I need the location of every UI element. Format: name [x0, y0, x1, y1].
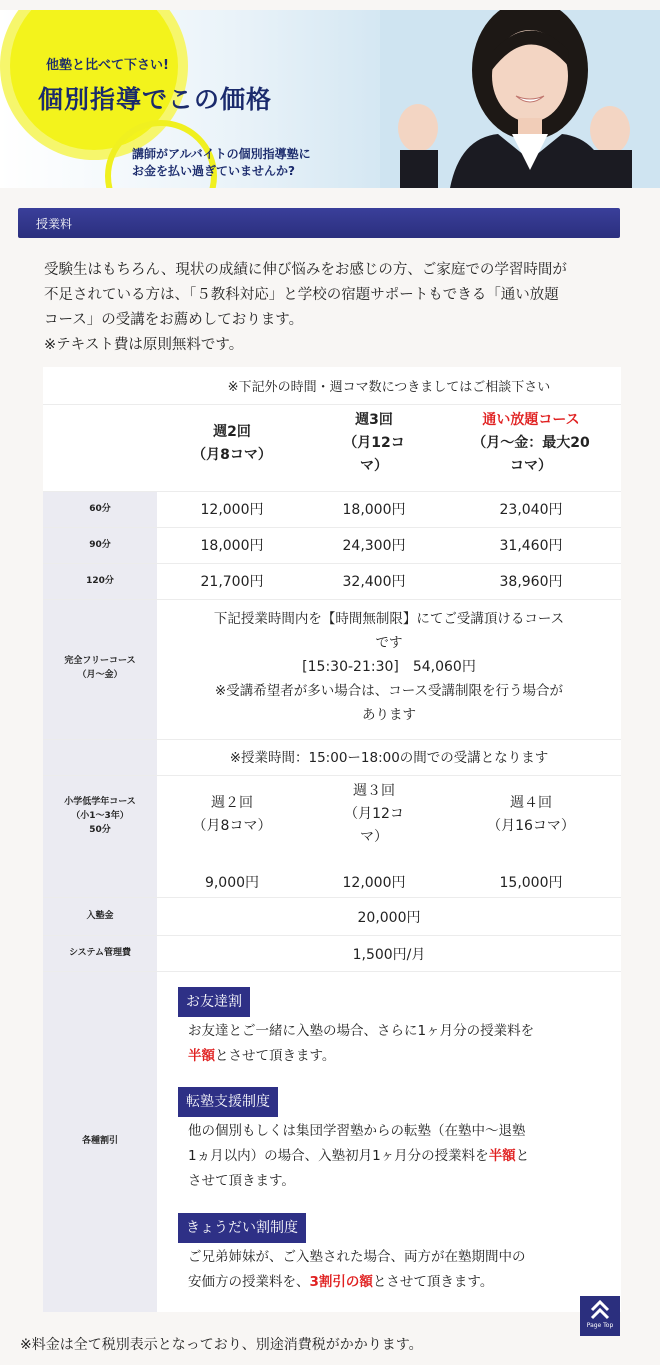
price-cell: 23,040円: [499, 502, 563, 518]
column-header-line: マ）: [360, 458, 388, 474]
intro-line: コース」の受講をお薦めしております。: [44, 312, 304, 328]
row-divider: [43, 739, 621, 740]
row-label-free-course: [43, 654, 157, 682]
price-cell: 38,960円: [499, 574, 563, 590]
hero-tagline: 他塾と比べて下さい!: [46, 58, 169, 73]
free-course-line: です: [375, 635, 403, 651]
column-header-2x: [157, 421, 307, 467]
intro-line: 不足されている方は、「５教科対応」と学校の宿題サポートもできる「通い放題: [44, 287, 559, 303]
discount-line-rest: とさせて頂きます。: [372, 1274, 494, 1290]
row-label-elementary-course: [43, 795, 157, 837]
column-header-line: 週４回: [510, 795, 552, 811]
column-header-3x: [307, 409, 441, 478]
column-header-line: （月12コ: [343, 435, 405, 451]
discount-highlight: 半額: [188, 1048, 215, 1064]
label-line: 完全フリーコース: [64, 656, 136, 666]
column-header-line: （月16コマ）: [487, 818, 575, 834]
discount-title-friend: お友達割: [178, 987, 250, 1017]
free-course-price: [15:30-21:30] 54,060円: [302, 659, 476, 675]
column-header-line: マ）: [360, 829, 388, 845]
row-divider: [43, 935, 621, 936]
discount-line-start: 安価方の授業料を、: [188, 1274, 310, 1290]
column-header-line: 週２回: [211, 795, 253, 811]
section-header-label: 授業料: [36, 217, 73, 231]
elementary-time-note: ※授業時間：15:00ー18:00の間での受講となります: [229, 750, 549, 766]
discount-line-rest: とさせて頂きます。: [215, 1048, 336, 1064]
hero-banner: [0, 10, 660, 188]
intro-paragraph: [44, 258, 624, 358]
row-divider: [43, 599, 621, 600]
discount-line: させて頂きます。: [188, 1173, 295, 1189]
elementary-column-4x: [441, 792, 621, 838]
price-cell: 18,000円: [342, 502, 406, 518]
row-label-system-fee: システム管理費: [68, 948, 132, 958]
hero-subtitle: [132, 146, 311, 180]
price-cell: 32,400円: [342, 574, 406, 590]
label-line: 小学低学年コース: [64, 797, 136, 807]
discount-line: [188, 1270, 618, 1295]
label-line: （小1～3年）: [71, 811, 129, 821]
column-header-line: 通い放題コース: [482, 412, 580, 428]
discount-title-siblings: きょうだい割制度: [178, 1213, 306, 1243]
system-fee-value: 1,500円/月: [352, 947, 426, 963]
elementary-price-cell: 9,000円: [204, 875, 260, 891]
column-header-line: 週３回: [353, 783, 395, 799]
elementary-column-3x: [307, 780, 441, 849]
free-course-line: 下記授業時間内を【時間無制限】にてご受講頂けるコース: [213, 611, 565, 627]
entry-fee-value: 20,000円: [357, 910, 421, 926]
row-label-entry-fee: 入塾金: [86, 911, 114, 921]
free-course-description: [157, 607, 621, 727]
label-line: （月～金）: [77, 670, 123, 680]
discount-highlight: 半額: [488, 1148, 516, 1164]
page-top-button[interactable]: [580, 1296, 620, 1336]
column-header-line: コマ）: [510, 458, 552, 474]
intro-line: ※テキスト費は原則無料です。: [44, 337, 244, 353]
row-divider: [43, 491, 621, 492]
elementary-price-cell: 12,000円: [342, 875, 406, 891]
row-label-discounts: 各種割引: [81, 1136, 118, 1146]
row-divider: [43, 775, 621, 776]
label-line: 50分: [89, 825, 111, 835]
discount-line: 他の個別もしくは集団学習塾からの転塾（在塾中～退塾: [188, 1123, 526, 1139]
hero-subtitle-line1: 講師がアルバイトの個別指導塾に: [132, 147, 311, 161]
price-cell: 21,700円: [200, 574, 264, 590]
discount-title-transfer: 転塾支援制度: [178, 1087, 278, 1117]
column-header-line: 週3回: [355, 412, 393, 428]
pricing-table: [43, 367, 621, 1312]
section-header-tuition: [18, 208, 620, 238]
price-cell: 24,300円: [342, 538, 406, 554]
row-divider: [43, 404, 621, 405]
column-header-unlimited: [441, 409, 621, 478]
discount-line: お友達とご一緒に入塾の場合、さらに1ヶ月分の授業料を: [188, 1023, 535, 1039]
row-label-90min: 90分: [89, 540, 111, 550]
column-header-line: 週2回: [213, 424, 251, 440]
discount-text-transfer: [188, 1119, 618, 1194]
elementary-price-cell: 15,000円: [499, 875, 563, 891]
column-header-line: （月12コ: [344, 806, 404, 822]
discount-line: [188, 1144, 618, 1169]
discount-line-rest: と: [515, 1148, 530, 1164]
column-header-line: （月～金：最大20: [472, 435, 590, 451]
row-divider: [43, 563, 621, 564]
hero-title: 個別指導でこの価格: [38, 85, 273, 114]
table-consult-note: ※下記外の時間・週コマ数につきましてはご相談下さい: [227, 380, 551, 395]
intro-line: 受験生はもちろん、現状の成績に伸び悩みをお感じの方、ご家庭での学習時間が: [44, 262, 567, 278]
discount-line: [188, 1044, 618, 1069]
row-label-60min: 60分: [89, 504, 111, 514]
discount-text-friend: [188, 1019, 618, 1069]
price-cell: 12,000円: [200, 502, 264, 518]
free-course-line: あります: [362, 707, 416, 723]
double-chevron-up-icon: [580, 1296, 620, 1322]
discount-highlight: 3割引の額: [309, 1274, 373, 1290]
free-course-line: ※受講希望者が多い場合は、コース受講制限を行う場合が: [214, 683, 564, 699]
hero-woman-photo: [380, 10, 660, 188]
discount-text-siblings: [188, 1245, 618, 1295]
page-top-label: Page Top: [586, 1322, 614, 1329]
row-label-120min: 120分: [86, 576, 114, 586]
hero-subtitle-line2: お金を払い過ぎていませんか?: [132, 164, 295, 178]
tax-footnote: ※料金は全て税別表示となっており、別途消費税がかかります。: [20, 1337, 423, 1353]
elementary-column-2x: [157, 792, 307, 838]
column-header-line: （月8コマ）: [192, 818, 272, 834]
price-cell: 31,460円: [499, 538, 563, 554]
row-divider: [43, 527, 621, 528]
discount-line-start: 1ヵ月以内）の場合、入塾初月1ヶ月分の授業料を: [188, 1148, 489, 1164]
price-cell: 18,000円: [200, 538, 264, 554]
row-divider: [43, 897, 621, 898]
discount-line: ご兄弟姉妹が、ご入塾された場合、両方が在塾期間中の: [188, 1249, 526, 1265]
row-divider: [43, 971, 621, 972]
column-header-line: （月8コマ）: [192, 447, 272, 463]
